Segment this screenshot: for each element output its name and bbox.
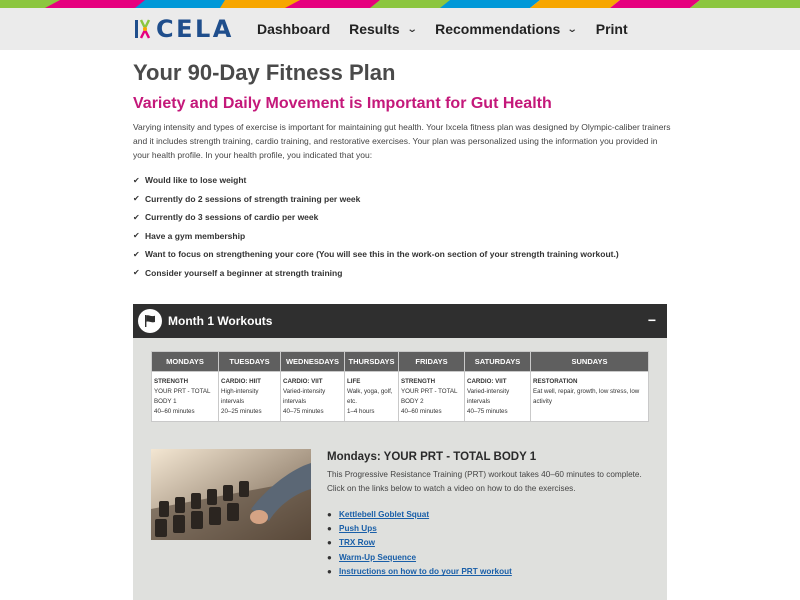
nav-results-label: Results bbox=[349, 21, 400, 37]
check-icon: ✔ bbox=[133, 175, 140, 185]
schedule-cell-line: Walk, yoga, golf, etc. bbox=[347, 388, 393, 405]
nav-print[interactable] bbox=[596, 21, 628, 37]
checklist-item bbox=[133, 264, 619, 283]
intro-paragraph: Varying intensity and types of exercise is important for maintaining gut health. Your Ixcela fitness plan was designed by Olympic-caliber trainers and it includes strength training, cardio training, and restorative exercises. Your plan was personalized using the information you provided in your health profile. In your health profile, you indicated that you: bbox=[133, 122, 671, 160]
schedule-header-cell: SATURDAYS bbox=[465, 352, 531, 372]
checklist-item-text: Want to focus on strengthening your core (You will see this in the work-on section of your strength training workout.) bbox=[145, 249, 619, 260]
schedule-header-cell: TUESDAYS bbox=[219, 352, 281, 372]
check-icon: ✔ bbox=[133, 231, 140, 241]
schedule-cell bbox=[531, 372, 649, 422]
check-icon: ✔ bbox=[133, 212, 140, 222]
schedule-cell-line: Varied-intensity intervals bbox=[467, 388, 510, 405]
nav-recommendations-label: Recommendations bbox=[435, 21, 561, 37]
list-item bbox=[327, 565, 512, 579]
schedule-cell bbox=[399, 372, 465, 422]
page-title: Your 90-Day Fitness Plan bbox=[133, 60, 396, 85]
schedule-row bbox=[152, 372, 649, 422]
schedule-header-cell: THURSDAYS bbox=[345, 352, 399, 372]
schedule-cell-line: 40–75 minutes bbox=[283, 408, 324, 415]
schedule-cell-line: 40–60 minutes bbox=[154, 408, 195, 415]
checklist-item bbox=[133, 245, 619, 264]
link-prt-instructions[interactable]: Instructions on how to do your PRT workout bbox=[339, 567, 512, 577]
schedule-cell-title: STRENGTH bbox=[401, 378, 436, 385]
checklist-item-text: Have a gym membership bbox=[145, 230, 246, 241]
checklist-item bbox=[133, 227, 619, 246]
top-navigation-bar bbox=[0, 8, 800, 50]
schedule-header-row bbox=[152, 352, 649, 372]
schedule-cell-title: RESTORATION bbox=[533, 378, 578, 385]
flag-icon bbox=[138, 309, 162, 333]
workout-title: Mondays: YOUR PRT - TOTAL BODY 1 bbox=[327, 451, 537, 463]
schedule-cell-line: YOUR PRT - TOTAL BODY 2 bbox=[401, 388, 458, 405]
bullet-icon: ● bbox=[327, 567, 332, 577]
accordion-header[interactable] bbox=[133, 304, 667, 338]
schedule-cell bbox=[345, 372, 399, 422]
checklist-item bbox=[133, 208, 619, 227]
check-icon: ✔ bbox=[133, 268, 140, 278]
workout-description: This Progressive Resistance Training (PRT) workout takes 40–60 minutes to complete. Click on the links below to watch a video on how to do the exercises. bbox=[327, 470, 642, 493]
schedule-cell-line: 40–60 minutes bbox=[401, 408, 442, 415]
schedule-cell-title: CARDIO: HIIT bbox=[221, 378, 261, 385]
collapse-toggle-icon[interactable]: − bbox=[647, 312, 656, 328]
checklist-item bbox=[133, 171, 619, 190]
schedule-cell bbox=[281, 372, 345, 422]
schedule-cell-title: STRENGTH bbox=[154, 378, 189, 385]
schedule-header-cell: WEDNESDAYS bbox=[281, 352, 345, 372]
nav-dashboard[interactable] bbox=[257, 21, 330, 37]
schedule-cell bbox=[219, 372, 281, 422]
checklist-item-text: Currently do 3 sessions of cardio per week bbox=[145, 212, 319, 223]
check-icon: ✔ bbox=[133, 249, 140, 259]
schedule-cell-line: Eat well, repair, growth, low stress, low activity bbox=[533, 388, 640, 405]
schedule-cell-title: CARDIO: VIIT bbox=[467, 378, 507, 385]
link-kettlebell-goblet-squat[interactable]: Kettlebell Goblet Squat bbox=[339, 509, 430, 519]
schedule-header-cell: FRIDAYS bbox=[399, 352, 465, 372]
schedule-cell-title: CARDIO: VIIT bbox=[283, 378, 323, 385]
link-warm-up-sequence[interactable]: Warm-Up Sequence bbox=[339, 552, 417, 562]
schedule-header-cell: SUNDAYS bbox=[531, 352, 649, 372]
exercise-video-links bbox=[327, 507, 512, 579]
bullet-icon: ● bbox=[327, 552, 332, 562]
schedule-cell-line: Varied-intensity intervals bbox=[283, 388, 326, 405]
link-push-ups[interactable]: Push Ups bbox=[339, 524, 377, 534]
list-item bbox=[327, 550, 512, 564]
logo-text: CELA bbox=[156, 15, 234, 43]
bullet-icon: ● bbox=[327, 538, 332, 548]
ixcela-logo[interactable] bbox=[133, 14, 234, 44]
nav-print-label: Print bbox=[595, 21, 628, 37]
check-icon: ✔ bbox=[133, 194, 140, 204]
link-trx-row[interactable]: TRX Row bbox=[339, 538, 375, 548]
nav-dashboard-label: Dashboard bbox=[257, 21, 331, 37]
schedule-cell-line: 40–75 minutes bbox=[467, 408, 508, 415]
nav-results[interactable] bbox=[349, 21, 416, 37]
chevron-down-icon: ⌄ bbox=[567, 23, 578, 35]
checklist-item-text: Consider yourself a beginner at strength training bbox=[145, 267, 343, 278]
section-heading: Variety and Daily Movement is Important for Gut Health bbox=[133, 95, 552, 112]
month-1-workouts-accordion bbox=[133, 304, 667, 600]
schedule-cell-title: LIFE bbox=[347, 378, 361, 385]
list-item bbox=[327, 521, 512, 535]
logo-x-mark-icon bbox=[133, 16, 155, 42]
schedule-cell-line: YOUR PRT - TOTAL BODY 1 bbox=[154, 388, 211, 405]
list-item bbox=[327, 507, 512, 521]
bullet-icon: ● bbox=[327, 509, 332, 519]
checklist-item bbox=[133, 190, 619, 209]
nav-recommendations[interactable] bbox=[435, 21, 577, 37]
flag-icon-svg bbox=[143, 314, 157, 328]
health-profile-checklist bbox=[133, 171, 619, 282]
gym-dumbbell-rack-photo bbox=[151, 449, 311, 540]
checklist-item-text: Would like to lose weight bbox=[145, 175, 247, 186]
chevron-down-icon: ⌄ bbox=[406, 23, 418, 35]
schedule-cell bbox=[152, 372, 219, 422]
weekly-schedule-table bbox=[151, 351, 649, 422]
schedule-header-cell: MONDAYS bbox=[152, 352, 219, 372]
schedule-cell-line: 20–25 minutes bbox=[221, 408, 262, 415]
schedule-cell-line: High-intensity intervals bbox=[221, 388, 259, 405]
decorative-confetti-banner bbox=[0, 0, 800, 8]
list-item bbox=[327, 536, 512, 550]
main-nav bbox=[257, 8, 647, 50]
accordion-title: Month 1 Workouts bbox=[168, 314, 273, 328]
schedule-cell bbox=[465, 372, 531, 422]
checklist-item-text: Currently do 2 sessions of strength training per week bbox=[145, 193, 361, 204]
schedule-cell-line: 1–4 hours bbox=[347, 408, 375, 415]
bullet-icon: ● bbox=[327, 524, 332, 534]
